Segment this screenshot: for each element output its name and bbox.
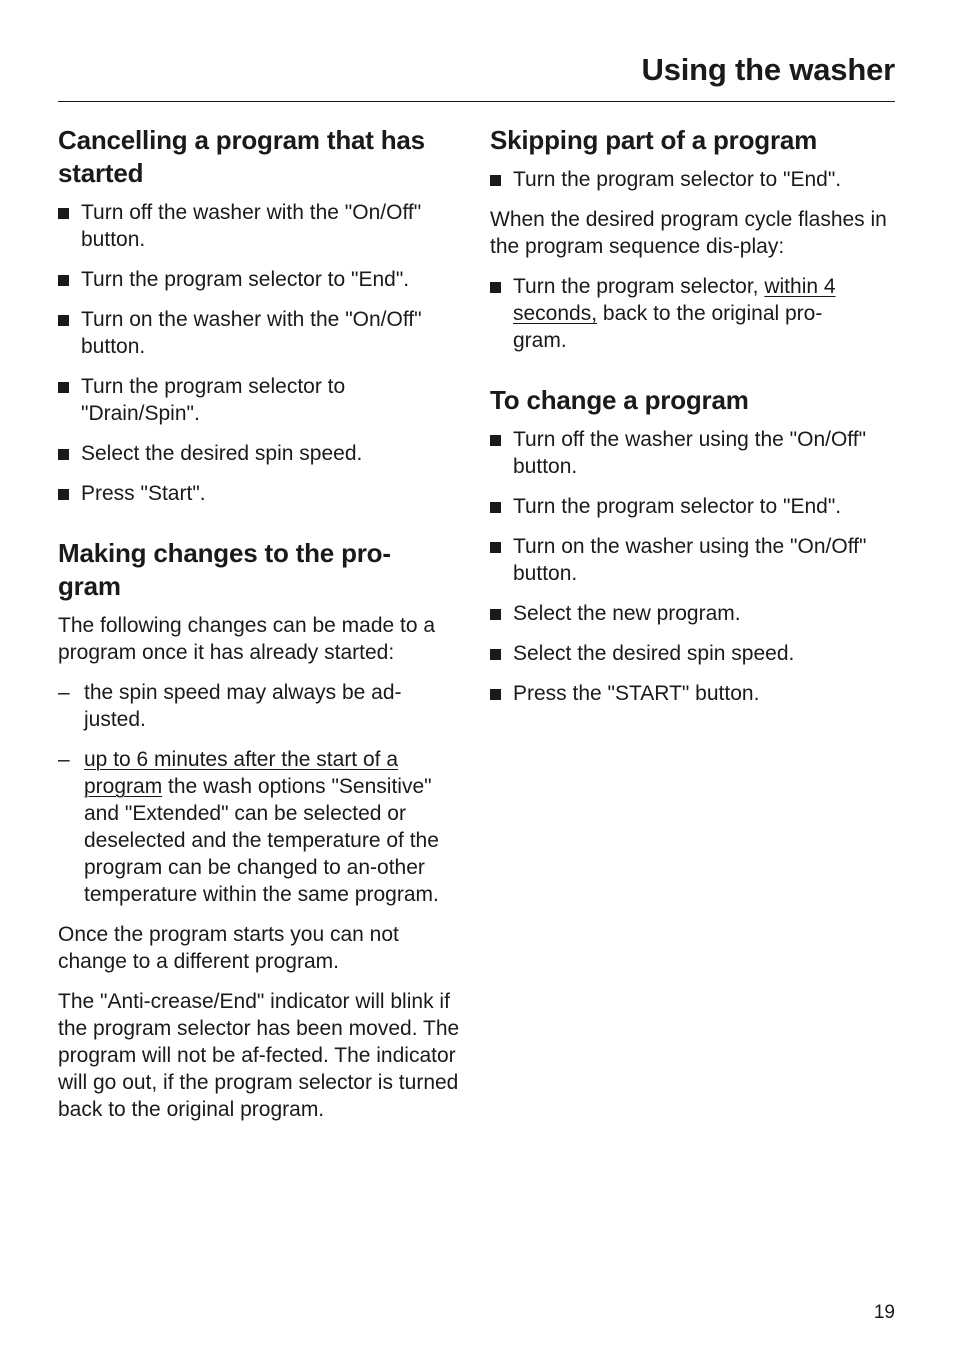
list-item: Press the "START" button. [490, 680, 895, 707]
skip-paragraph: When the desired program cycle flashes in the program sequence dis-play: [490, 208, 887, 258]
cancel-heading: Cancelling a program that has started [58, 125, 425, 188]
skip-steps [490, 166, 895, 193]
list-item: Select the new program. [490, 600, 895, 627]
list-item: Turn on the washer using the "On/Off" button. [490, 533, 895, 587]
changes-list [58, 679, 463, 908]
underlined-text: up to 6 minutes after the start of a program [84, 748, 399, 798]
skip-section [490, 124, 895, 354]
list-item: Turn the program selector to "Drain/Spin". [58, 373, 463, 427]
list-item: Press "Start". [58, 480, 463, 507]
list-item: Turn the program selector to "End". [490, 493, 895, 520]
change-heading: To change a program [490, 385, 749, 415]
page-header [58, 50, 895, 102]
skip-steps [490, 273, 895, 354]
dash-bullet-icon: – [58, 748, 70, 771]
list-item: Turn off the washer using the "On/Off" button. [490, 426, 895, 480]
square-bullet-icon [490, 542, 501, 553]
changes-intro: The following changes can be made to a program once it has already started: [58, 614, 436, 664]
square-bullet-icon [490, 649, 501, 660]
square-bullet-icon [58, 382, 69, 393]
square-bullet-icon [58, 208, 69, 219]
square-bullet-icon [490, 502, 501, 513]
square-bullet-icon [58, 489, 69, 500]
right-column [490, 124, 895, 720]
change-steps [490, 426, 895, 707]
list-item: Select the desired spin speed. [58, 440, 463, 467]
change-section [490, 384, 895, 707]
list-item: Turn the program selector to "End". [58, 266, 463, 293]
list-item: Turn the program selector to "End". [490, 166, 895, 193]
page-title: Using the washer [641, 52, 895, 87]
list-item: – the spin speed may always be ad-justed. [58, 681, 402, 731]
list-item: – up to 6 minutes after the start of a program the wash options "Sensitive" and "Extended" can be selected or deselected and the temperature of the program can be changed to an-other temperature within the same program. [58, 748, 439, 906]
changes-paragraph: Once the program starts you can not change to a different program. [58, 923, 399, 973]
square-bullet-icon [58, 449, 69, 460]
dash-bullet-icon: – [58, 681, 70, 704]
cancel-steps [58, 199, 463, 507]
changes-heading: Making changes to the pro-gram [58, 538, 391, 601]
changes-section [58, 537, 463, 1123]
square-bullet-icon [490, 689, 501, 700]
changes-paragraph: The "Anti-crease/End" indicator will blink if the program selector has been moved. The program will not be af-fected. The indicator will go out, if the program selector is turned back to the original program. [58, 990, 460, 1121]
square-bullet-icon [490, 282, 501, 293]
cancel-section [58, 124, 463, 507]
list-item: Turn on the washer with the "On/Off" button. [58, 306, 463, 360]
list-item: Select the desired spin speed. [490, 640, 895, 667]
list-item: Turn off the washer with the "On/Off" button. [58, 199, 463, 253]
square-bullet-icon [490, 435, 501, 446]
underlined-text: within 4 seconds, [513, 275, 836, 325]
square-bullet-icon [58, 315, 69, 326]
square-bullet-icon [490, 175, 501, 186]
square-bullet-icon [58, 275, 69, 286]
list-item: Turn the program selector, within 4 seconds, back to the original pro-gram. [490, 273, 895, 354]
page-number: 19 [873, 1302, 895, 1323]
left-column [58, 124, 463, 1123]
skip-heading: Skipping part of a program [490, 125, 818, 155]
square-bullet-icon [490, 609, 501, 620]
